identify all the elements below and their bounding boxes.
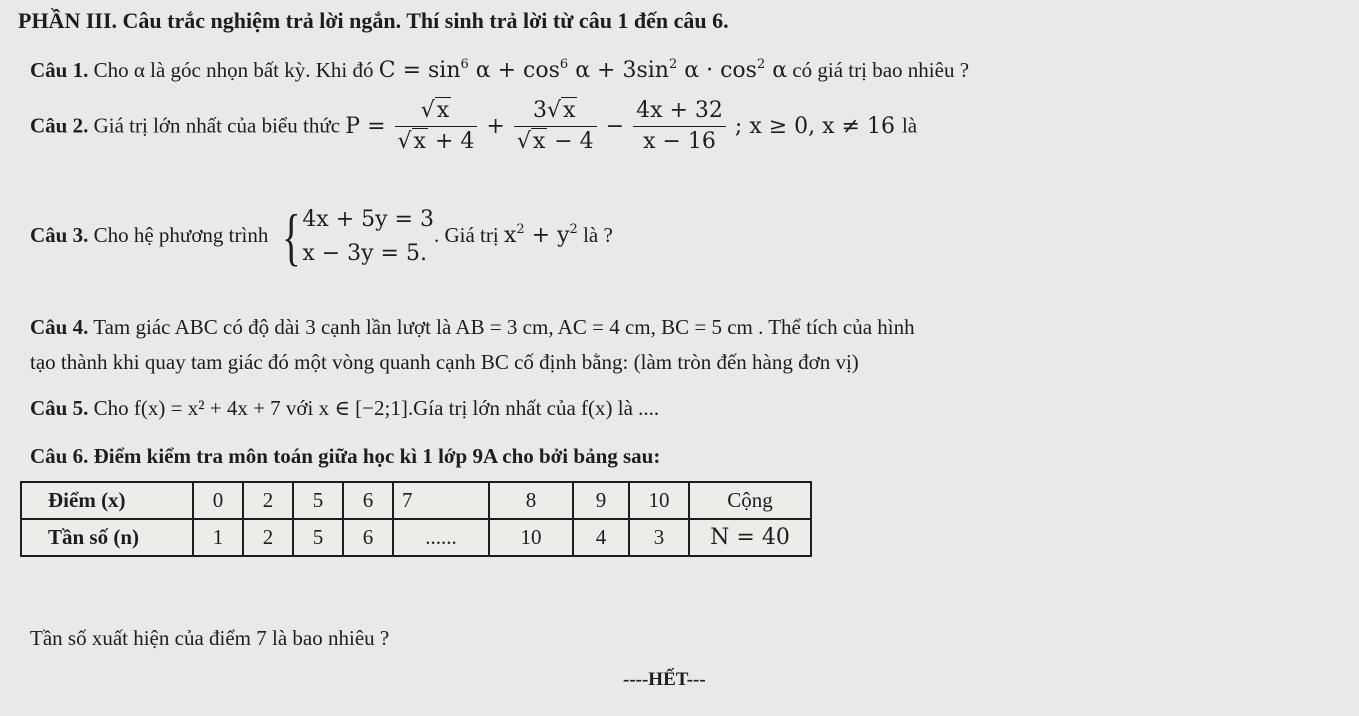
question-2 xyxy=(30,98,917,155)
table-cell: 5 xyxy=(293,519,343,556)
table-cell: 6 xyxy=(343,482,393,519)
question-4-label: Câu 4. xyxy=(30,315,89,339)
question-5-text: Cho f(x) = x² + 4x + 7 với x ∈ [−2;1].Gía trị lớn nhất của f(x) là .... xyxy=(88,396,660,420)
question-2-text: Giá trị lớn nhất của biểu thức xyxy=(88,113,346,138)
question-2-formula: P = $\frac{√x}{√x + 4}$ + $\frac{3√x}{√x - 4}$ − $\frac{4x + 32}{x - 16}$ ; x ≥ 0, x ≠ 16 xyxy=(345,98,902,154)
table-cell: 3 xyxy=(629,519,689,556)
table-cell: 2 xyxy=(243,482,293,519)
question-2-label: Câu 2. xyxy=(30,113,89,138)
table-cell: 8 xyxy=(489,482,573,519)
table-cell: Tần số (n) xyxy=(21,519,193,556)
end-marker: ----HẾT--- xyxy=(623,669,706,690)
question-4-text: Tam giác ABC có độ dài 3 cạnh lần lượt là AB = 3 cm, AC = 4 cm, BC = 5 cm . Thể tích của hình xyxy=(88,315,915,339)
table-cell: 4 xyxy=(573,519,629,556)
equation-2: x − 3y = 5. xyxy=(302,241,427,266)
table-cell: 9 xyxy=(573,482,629,519)
question-6-question: Tần số xuất hiện của điểm 7 là bao nhiêu ? xyxy=(30,626,390,650)
system-brace: { xyxy=(281,201,301,272)
table-cell: 2 xyxy=(243,519,293,556)
table-cell: ...... xyxy=(393,519,489,556)
section-heading: PHẦN III. Câu trắc nghiệm trả lời ngắn. Thí sinh trả lời từ câu 1 đến câu 6. xyxy=(18,8,729,33)
table-cell: N = 40 xyxy=(689,519,811,556)
table-cell: 1 xyxy=(193,519,243,556)
table-row xyxy=(21,519,811,556)
question-1-label: Câu 1. xyxy=(30,58,89,82)
question-4-line-2: tạo thành khi quay tam giác đó một vòng quanh cạnh BC cố định bằng: (làm tròn đến hàng đơn vị) xyxy=(30,350,859,374)
table-cell: 0 xyxy=(193,482,243,519)
score-table xyxy=(20,481,812,557)
table-cell: 10 xyxy=(489,519,573,556)
question-4-line-1 xyxy=(30,315,915,340)
table-cell: 5 xyxy=(293,482,343,519)
question-5 xyxy=(30,396,659,421)
question-1-formula: $C = \sin^6 \alpha + \cos^6 \alpha + 3\sin^2$ $\alpha \cdot \cos^2 \alpha$ xyxy=(378,57,788,83)
table-cell: Điểm (x) xyxy=(21,482,193,519)
question-3-label: Câu 3. xyxy=(30,222,89,247)
question-1 xyxy=(30,58,969,83)
question-5-label: Câu 5. xyxy=(30,396,89,420)
question-2-tail: là xyxy=(901,113,918,138)
equation-1: 4x + 5y = 3 xyxy=(302,207,434,232)
question-6-label: Câu 6. Điểm kiểm tra môn toán giữa học kì 1 lớp 9A cho bởi bảng sau: xyxy=(30,444,661,468)
equation-system xyxy=(302,203,434,271)
question-3-text: Cho hệ phương trình xyxy=(88,222,274,247)
question-3-tail: . Giá trị $x^2 + y^2$ là ? xyxy=(433,221,613,248)
question-1-tail: có giá trị bao nhiêu ? xyxy=(792,58,970,82)
table-cell: 10 xyxy=(629,482,689,519)
table-cell: 6 xyxy=(343,519,393,556)
question-1-text: Cho α là góc nhọn bất kỳ. Khi đó xyxy=(88,58,379,82)
question-3 xyxy=(30,203,613,271)
table-cell: 7 xyxy=(393,482,489,519)
table-row xyxy=(21,482,811,519)
table-cell: Cộng xyxy=(689,482,811,519)
